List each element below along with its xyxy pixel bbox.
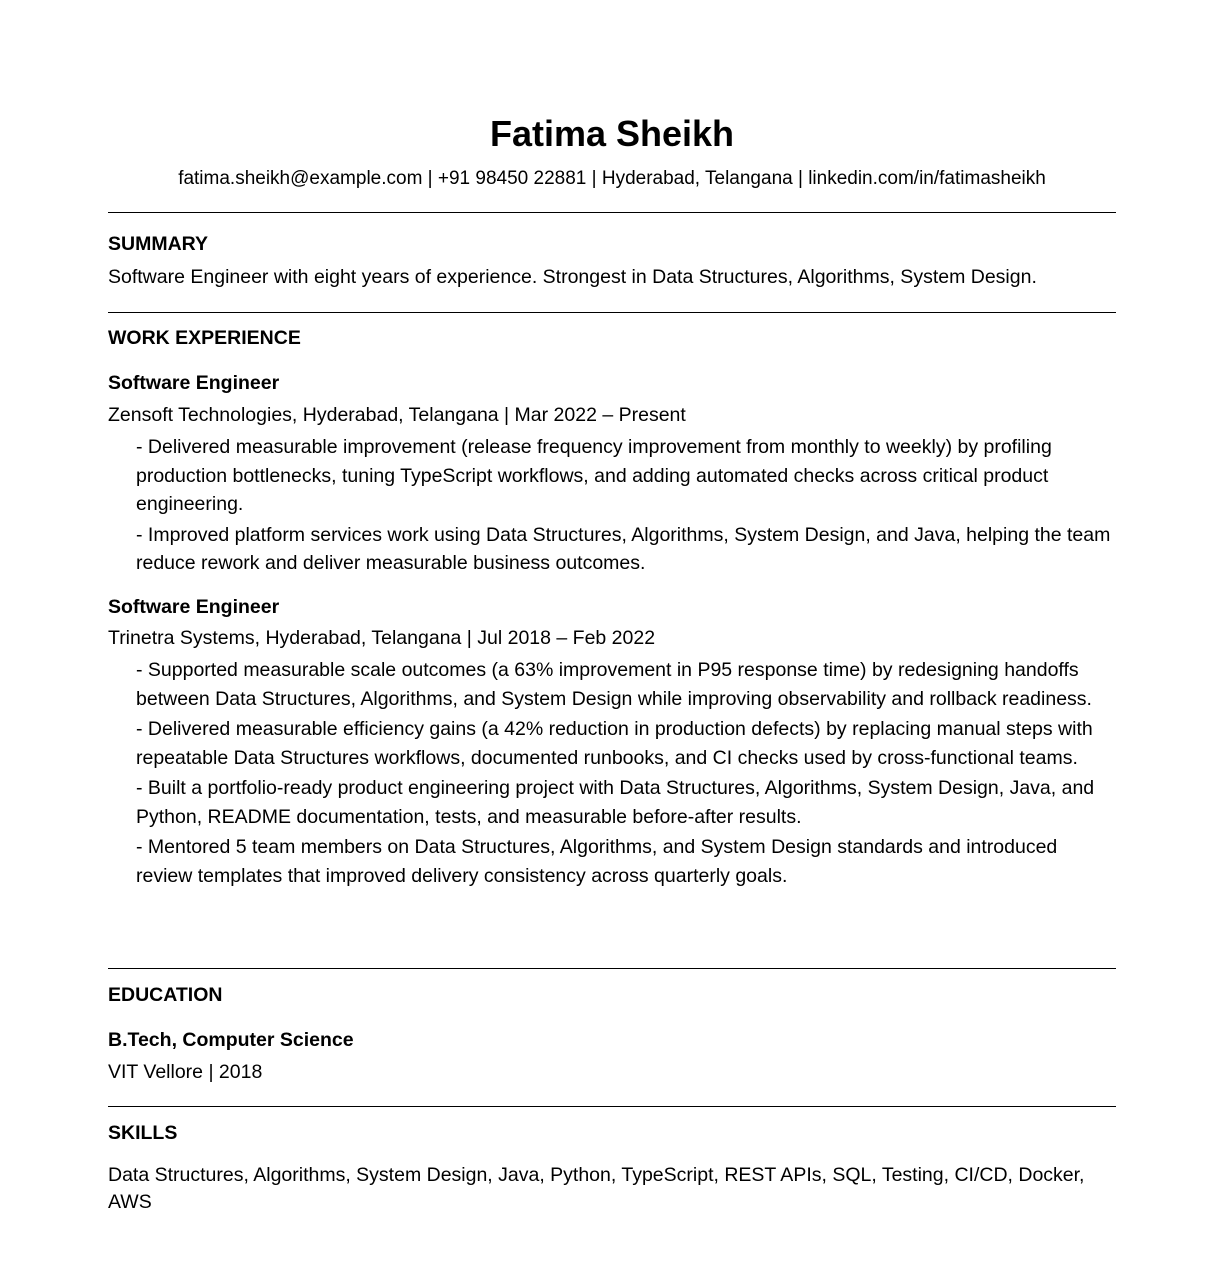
job-bullet: - Supported measurable scale outcomes (a 63% improvement in P95 response time) by redesigning handoffs between Data Structures, Algorithms, and System Design while improving observability and rollback readiness. [136,659,1092,710]
job-title: Software Engineer [108,596,280,618]
summary-heading: SUMMARY [108,233,209,255]
divider [108,968,1116,969]
skills-heading: SKILLS [108,1122,178,1144]
job-bullet: - Improved platform services work using Data Structures, Algorithms, System Design, and Java, helping the team reduce rework and deliver measurable business outcomes. [136,523,1111,574]
job-bullet: - Delivered measurable improvement (release frequency improvement from monthly to weekly) by profiling production bottlenecks, tuning TypeScript workflows, and adding automated checks across critical product engineering. [136,436,1052,515]
job-bullets [136,656,1116,892]
school-year: VIT Vellore | 2018 [108,1061,263,1083]
contact-line: fatima.sheikh@example.com | +91 98450 22881 | Hyderabad, Telangana | linkedin.com/in/fatimasheikh [178,168,1046,189]
education-heading: EDUCATION [108,984,223,1006]
skills-list: Data Structures, Algorithms, System Design, Java, Python, TypeScript, REST APIs, SQL, Testing, CI/CD, Docker, AWS [108,1164,1085,1213]
degree: B.Tech, Computer Science [108,1029,354,1051]
job-company-dates: Trinetra Systems, Hyderabad, Telangana | Jul 2018 – Feb 2022 [108,627,656,649]
job-bullet: - Delivered measurable efficiency gains (a 42% reduction in production defects) by replacing manual steps with repeatable Data Structures workflows, documented runbooks, and CI checks used by cross-functional teams. [136,718,1093,769]
summary-text: Software Engineer with eight years of experience. Strongest in Data Structures, Algorithms, System Design. [108,266,1037,288]
job-title: Software Engineer [108,372,280,394]
work-experience-heading: WORK EXPERIENCE [108,327,301,349]
divider [108,1106,1116,1107]
job-bullet: - Built a portfolio-ready product engineering project with Data Structures, Algorithms, System Design, Java, and Python, README documentation, tests, and measurable before-after results. [136,777,1095,828]
divider [108,212,1116,213]
divider [108,312,1116,313]
candidate-name: Fatima Sheikh [489,113,735,154]
job-bullets [136,433,1116,580]
job-bullet: - Mentored 5 team members on Data Structures, Algorithms, and System Design standards and introduced review templates that improved delivery consistency across quarterly goals. [136,836,1058,887]
job-company-dates: Zensoft Technologies, Hyderabad, Telangana | Mar 2022 – Present [108,404,686,426]
